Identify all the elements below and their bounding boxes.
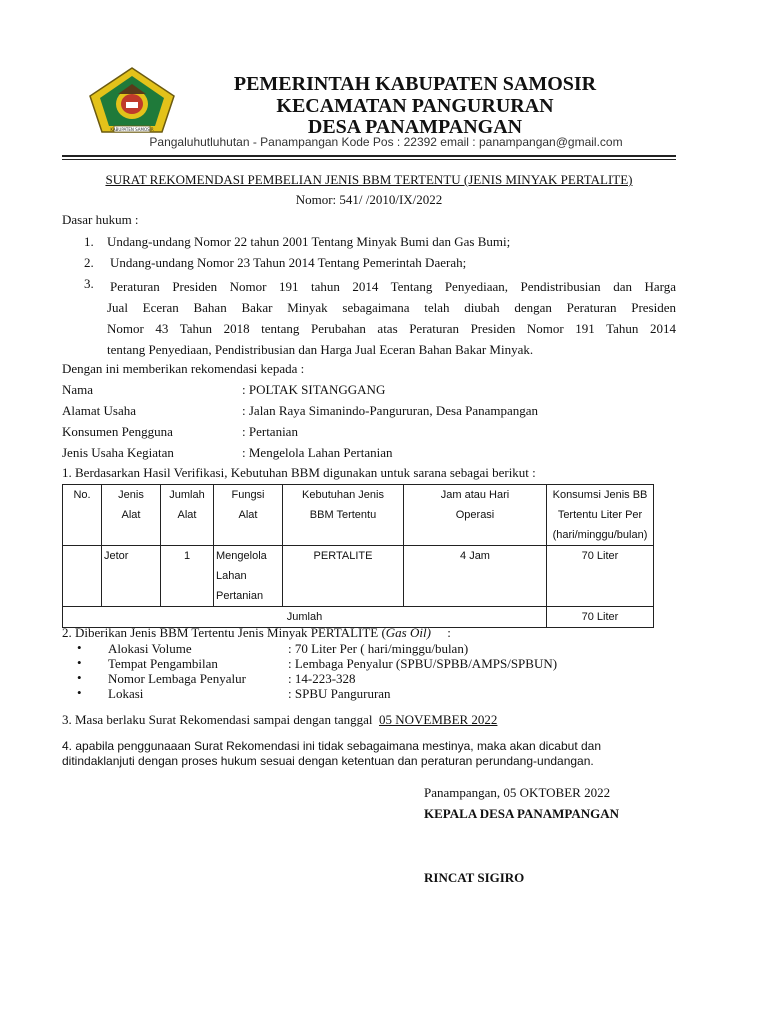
consumer-label: Konsumen Pengguna — [62, 424, 173, 439]
header-kecamatan: KECAMATAN PANGURURAN — [276, 95, 554, 117]
total-label: Jumlah — [63, 607, 547, 628]
dasar-hukum-label: Dasar hukum : — [62, 212, 139, 227]
law-3-line-3: Nomor 43 Tahun 2018 tentang Perubahan atas Peraturan Presiden Nomor 191 Tahun 2014 — [107, 321, 676, 336]
alokasi-value: : 70 Liter Per ( hari/minggu/bulan) — [288, 641, 469, 656]
cell-kebutuhan: PERTALITE — [283, 546, 404, 607]
law-2-text: Undang-undang Nomor 23 Tahun 2014 Tentang Pemerintah Daerah; — [110, 255, 467, 270]
total-value: 70 Liter — [547, 607, 654, 628]
header-desa: DESA PANAMPANGAN — [307, 116, 523, 138]
bullet-icon: • — [77, 655, 82, 670]
address-value: : Jalan Raya Simanindo-Pangururan, Desa Panampangan — [242, 403, 539, 418]
table-header-row — [63, 485, 654, 546]
header-jumlah-alat: Jumlah Alat — [161, 485, 214, 546]
lokasi-label: Lokasi — [108, 686, 144, 701]
cell-konsumsi: 70 Liter — [547, 546, 654, 607]
tempat-label: Tempat Pengambilan — [108, 656, 218, 671]
activity-label: Jenis Usaha Kegiatan — [62, 445, 174, 460]
header-fungsi-alat: Fungsi Alat — [214, 485, 283, 546]
alokasi-label: Alokasi Volume — [108, 641, 192, 656]
address-label: Alamat Usaha — [62, 403, 137, 418]
letter-title: SURAT REKOMENDASI PEMBELIAN JENIS BBM TERTENTU (JENIS MINYAK PERTALITE) — [105, 172, 633, 187]
activity-value: : Mengelola Lahan Pertanian — [242, 445, 393, 460]
law-3-line-4: tentang Penyediaan, Pendistribusian dan Harga Jual Eceran Bahan Bakar Minyak. — [107, 342, 534, 357]
header-jam-operasi: Jam atau Hari Operasi — [404, 485, 547, 546]
point-1-text: 1. Berdasarkan Hasil Verifikasi, Kebutuhan BBM digunakan untuk sarana sebagai berikut : — [62, 465, 536, 480]
header-no: No. — [63, 485, 102, 546]
intro-text: Dengan ini memberikan rekomendasi kepada : — [62, 361, 305, 376]
validity-date: 05 NOVEMBER 2022 — [378, 712, 498, 727]
point-2-text: 2. Diberikan Jenis BBM Tertentu Jenis Minyak PERTALITE (Gas Oil) : — [62, 625, 451, 640]
law-3-line-1: Peraturan Presiden Nomor 191 tahun 2014 Tentang Penyediaan, Pendistribusian dan Harga — [110, 279, 676, 294]
cell-fungsi: Mengelola Lahan Pertanian — [214, 546, 283, 607]
nomor-penyalur-label: Nomor Lembaga Penyalur — [108, 671, 246, 686]
law-2-number: 2. — [84, 255, 94, 270]
name-value: : POLTAK SITANGGANG — [242, 382, 386, 397]
point-4-line-1: 4. apabila penggunaaan Surat Rekomendasi ini tidak sebagaimana mestinya, maka akan dicabut dan — [62, 739, 602, 753]
law-3-line-2: Jual Eceran Bahan Bakar Minyak sebagaimana telah diubah dengan Peraturan Presiden — [107, 300, 676, 315]
lokasi-value: : SPBU Pangururan — [288, 686, 391, 701]
law-3-number: 3. — [84, 276, 94, 291]
equipment-table — [62, 484, 654, 628]
table-row — [63, 546, 654, 607]
nomor-penyalur-value: : 14-223-328 — [288, 671, 356, 686]
header-divider-thin — [62, 159, 676, 160]
letter-number: Nomor: 541/ /2010/IX/2022 — [295, 192, 443, 207]
signature-position: KEPALA DESA PANAMPANGAN — [424, 806, 619, 821]
header-jenis-alat: Jenis Alat — [102, 485, 161, 546]
header-konsumsi: Konsumsi Jenis BB Tertentu Liter Per (hari/minggu/bulan) — [547, 485, 654, 546]
cell-jumlah: 1 — [161, 546, 214, 607]
consumer-value: : Pertanian — [242, 424, 298, 439]
header-government: PEMERINTAH KABUPATEN SAMOSIR — [233, 73, 597, 95]
law-1-text: Undang-undang Nomor 22 tahun 2001 Tentang Minyak Bumi dan Gas Bumi; — [107, 234, 511, 249]
name-label: Nama — [62, 382, 94, 397]
kabupaten-samosir-logo — [84, 66, 180, 138]
header-kebutuhan: Kebutuhan Jenis BBM Tertentu — [283, 485, 404, 546]
signature-name: RINCAT SIGIRO — [424, 870, 525, 885]
law-1-number: 1. — [84, 234, 94, 249]
point-3-text: 3. Masa berlaku Surat Rekomendasi sampai dengan tanggal 05 NOVEMBER 2022 — [62, 712, 498, 727]
header-divider — [62, 155, 676, 157]
cell-jenis: Jetor — [102, 546, 161, 607]
svg-text:KABUPATEN SAMOSIR: KABUPATEN SAMOSIR — [110, 127, 154, 132]
header-contact: Pangaluhutluhutan - Panampangan Kode Pos : 22392 email : panampangan@gmail.com — [149, 135, 623, 149]
bullet-icon: • — [77, 640, 82, 655]
tempat-value: : Lembaga Penyalur (SPBU/SPBB/AMPS/SPBUN) — [288, 656, 558, 671]
bullet-icon: • — [77, 670, 82, 685]
cell-no — [63, 546, 102, 607]
cell-jam: 4 Jam — [404, 546, 547, 607]
signature-place-date: Panampangan, 05 OKTOBER 2022 — [424, 785, 611, 800]
point-4-line-2: ditindaklanjuti dengan proses hukum sesuai dengan ketentuan dan peraturan perundang-undangan. — [62, 754, 594, 768]
bullet-icon: • — [77, 685, 82, 700]
